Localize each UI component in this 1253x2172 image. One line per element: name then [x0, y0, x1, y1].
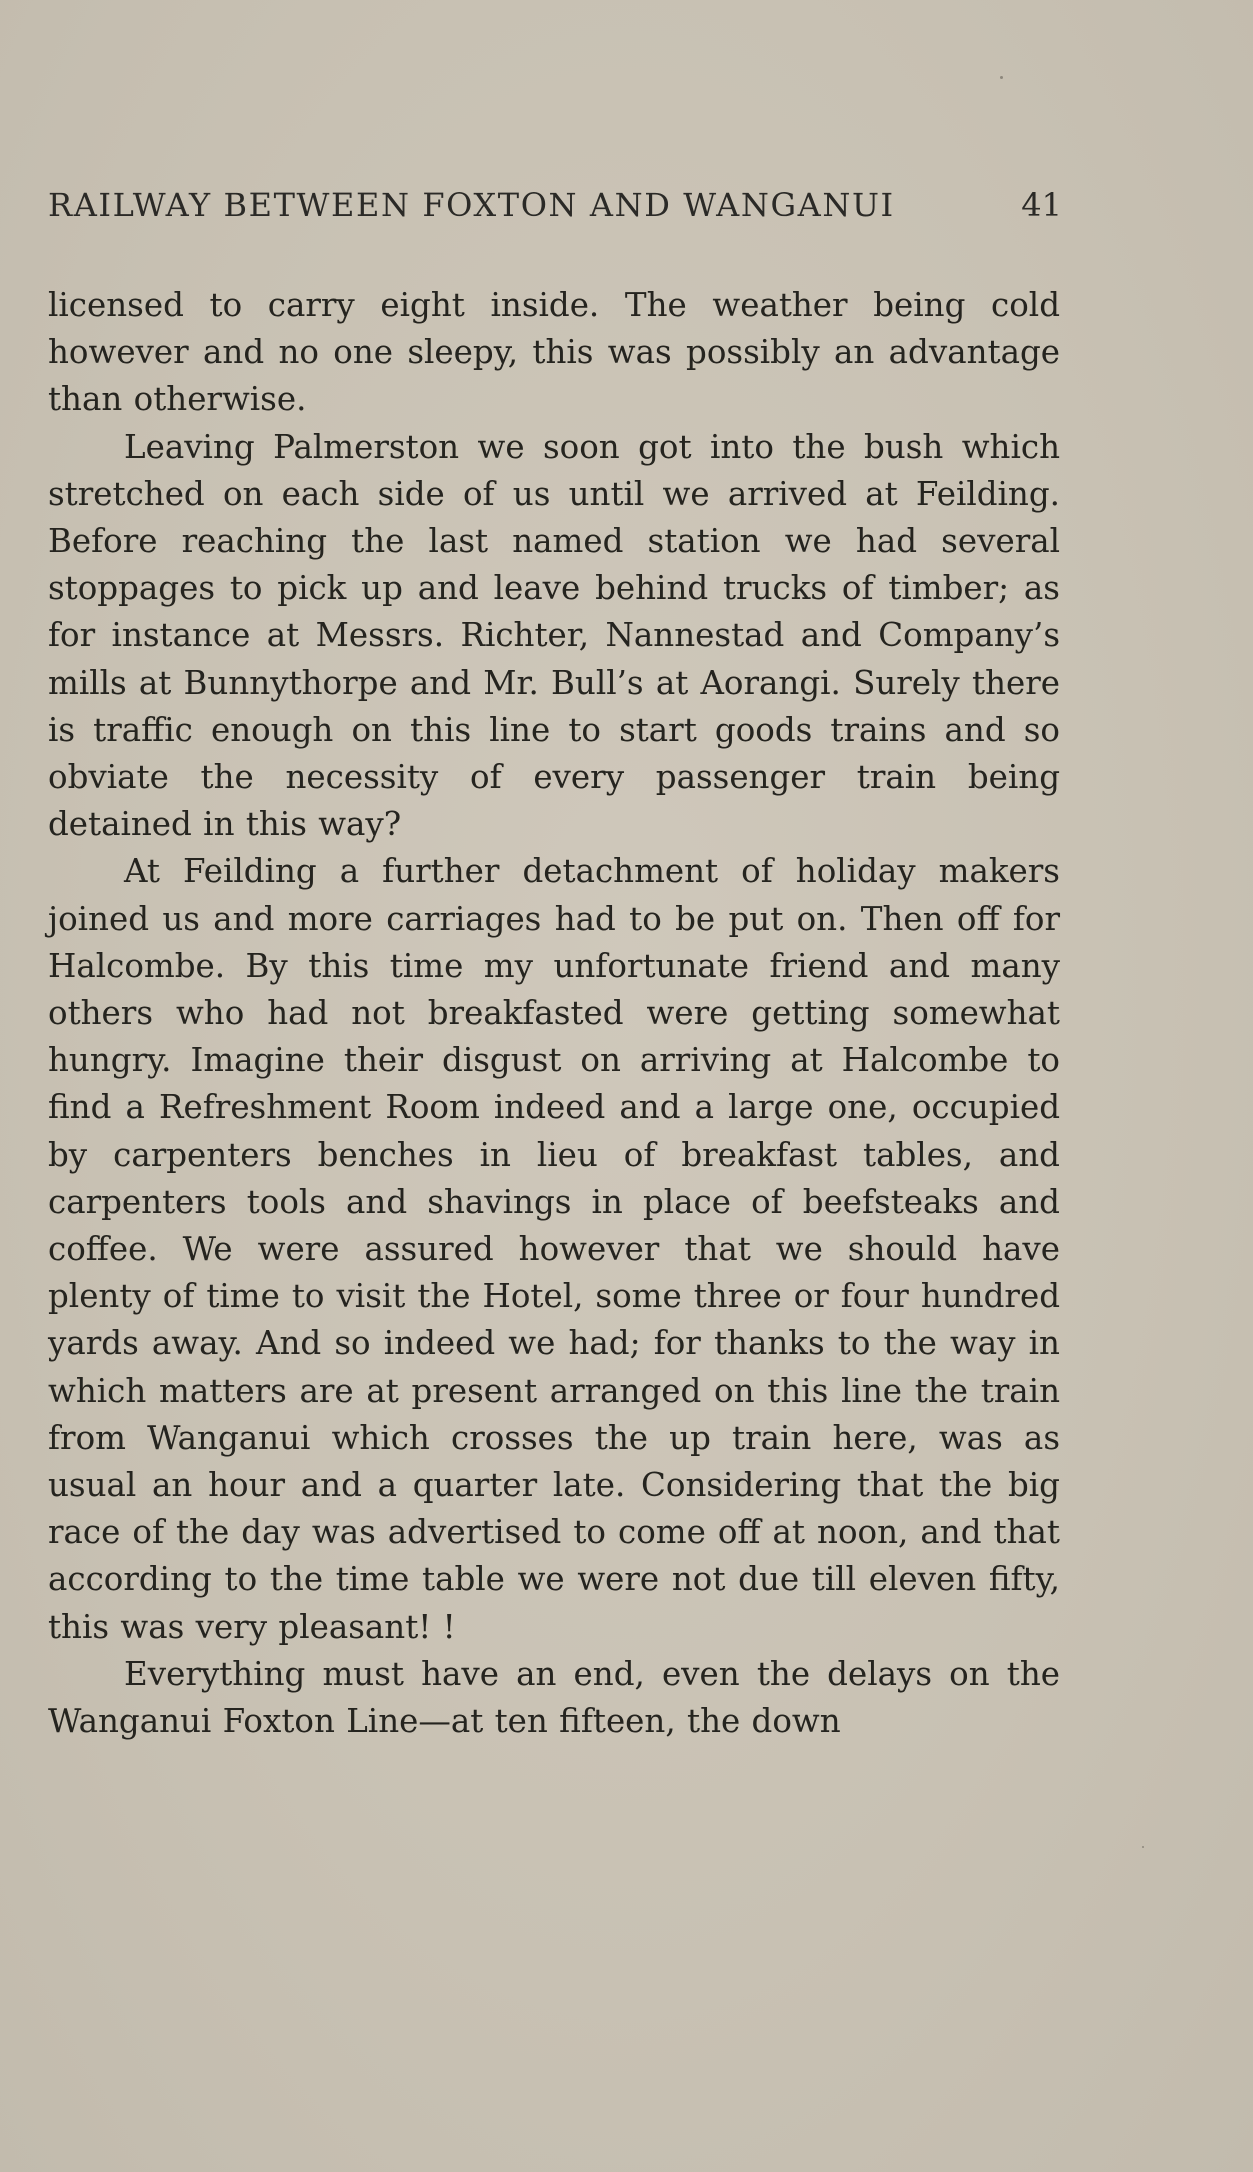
paragraph: At Feilding a further detachment of holiday makers joined us and more carriages had to be put on. Then off for Halcombe. By this time my unfortunate friend and many others who had not breakfasted were getting somewhat hungry. Imagine their disgust on arriving at Halcombe to find a Refreshment Room indeed and a large one, occupied by carpenters benches in lieu of breakfast tables, and carpenters tools and shavings in place of beefsteaks and coffee. We were assured however that we should have plenty of time to visit the Hotel, some three or four hundred yards away. And so indeed we had; for thanks to the way in which matters are at present arranged on this line the train from Wanganui which crosses the up train here, was as usual an hour and a quarter late. Considering that the big race of the day was advertised to come off at noon, and that according to the time table we were not due till eleven fifty, this was very pleasant! !: [48, 852, 1060, 1646]
paper-speck: [1000, 76, 1003, 79]
running-head: [48, 186, 1062, 230]
page-number: 41: [1021, 186, 1062, 224]
running-head-title: RAILWAY BETWEEN FOXTON AND WANGANUI: [48, 186, 895, 224]
body-text: [48, 282, 1060, 1745]
paragraph: Everything must have an end, even the delays on the Wanganui Foxton Line—at ten fifteen, the down: [48, 1654, 1060, 1741]
paragraph: Leaving Palmerston we soon got into the bush which stretched on each side of us until we arrived at Feilding. Before reaching the last named station we had several stoppages to pick up and leave behind trucks of timber; as for instance at Messrs. Richter, Nannestad and Company’s mills at Bunnythorpe and Mr. Bull’s at Aorangi. Surely there is traffic enough on this line to start goods trains and so obviate the necessity of every passenger train being detained in this way?: [48, 427, 1060, 844]
paper-speck: [1142, 1846, 1144, 1848]
paragraph: licensed to carry eight inside. The weather being cold however and no one sleepy, this was possibly an advantage than otherwise.: [48, 286, 1060, 419]
